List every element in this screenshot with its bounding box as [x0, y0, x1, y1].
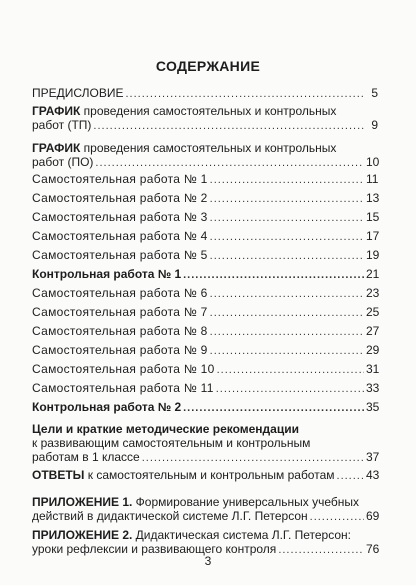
dot-leader: [210, 306, 364, 320]
dot-leader: [142, 451, 364, 465]
toc-entry-independent-10: [32, 362, 378, 377]
toc-page-number: 25: [366, 305, 380, 319]
toc-page-number: 10: [366, 155, 380, 169]
dot-leader: [210, 344, 364, 358]
toc-entry-independent-6: [32, 286, 378, 301]
toc-entry-appendix-2: [32, 528, 378, 557]
toc-entry-label: Самостоятельная работа № 5: [32, 248, 208, 262]
toc-entry-independent-8: [32, 324, 378, 339]
dot-leader: [93, 119, 364, 133]
dot-leader: [126, 87, 365, 101]
toc-page-number: 21: [366, 267, 380, 281]
toc-page-number: 37: [366, 450, 380, 464]
toc-entry-text: Формирование универсальных учебных: [132, 495, 360, 509]
toc-entry-independent-11: [32, 381, 378, 396]
toc-page-number: 33: [366, 381, 380, 395]
toc-entry-text: Дидактическая система Л.Г. Петерсон:: [132, 528, 351, 542]
toc-entry-schedule-po: [32, 141, 378, 170]
toc-entry-guidelines: [32, 422, 378, 465]
toc-entry-label: Самостоятельная работа № 10: [32, 362, 215, 376]
toc-entry-label: Самостоятельная работа № 2: [32, 191, 208, 205]
toc-entry-control-2: [32, 400, 378, 415]
toc-entry-text: проведения самостоятельных и контрольных: [80, 104, 337, 118]
toc-page-number: 9: [371, 118, 378, 132]
toc-entry-label: действий в дидактической системе Л.Г. Петерсон: [32, 509, 308, 523]
toc-entry-label: работ (ТП): [32, 118, 92, 132]
toc-page-number: 17: [366, 229, 380, 243]
toc-entry-independent-5: [32, 248, 378, 263]
toc-entry-preface: [32, 86, 378, 101]
toc-entry-label: Самостоятельная работа № 4: [32, 229, 208, 243]
toc-entry-text: проведения самостоятельных и контрольных: [80, 141, 337, 155]
toc-entry-label: Самостоятельная работа № 1: [32, 172, 208, 186]
toc-entry-label: Контрольная работа № 1: [32, 267, 182, 281]
toc-entry-label: работ (ПО): [32, 155, 94, 169]
toc-entry-label: работам в 1 классе: [32, 450, 140, 464]
toc-entry-text: к самостоятельным и контрольным работам: [84, 468, 335, 482]
dot-leader: [210, 173, 364, 187]
toc-page-number: 29: [366, 343, 380, 357]
toc-entry-label: Самостоятельная работа № 7: [32, 305, 208, 319]
toc-page-number: 43: [366, 468, 380, 482]
dot-leader: [210, 325, 364, 339]
toc-entry-heading: ОТВЕТЫ: [32, 468, 85, 482]
toc-entry-control-1: [32, 267, 378, 282]
toc-entry-independent-7: [32, 305, 378, 320]
dot-leader: [210, 249, 364, 263]
toc-page-number: 27: [366, 324, 380, 338]
toc-page-number: 19: [366, 248, 380, 262]
toc-entry-heading: ПРИЛОЖЕНИЕ 2.: [32, 528, 133, 542]
toc-entry-text: к развивающим самостоятельным и контрольным: [32, 436, 311, 450]
toc-entry-label: уроки рефлексии и развивающего контроля: [32, 542, 277, 556]
toc-page-number: 11: [366, 172, 379, 186]
toc-page-number: 23: [366, 286, 380, 300]
toc-entry-heading: Цели и краткие методические рекомендации: [32, 422, 299, 436]
toc-entry-independent-4: [32, 229, 378, 244]
toc-page-number: 69: [366, 509, 380, 523]
page-number-footer: 3: [204, 554, 212, 568]
dot-leader: [337, 469, 364, 483]
dot-leader: [183, 401, 364, 415]
toc-entry-label: Самостоятельная работа № 6: [32, 286, 208, 300]
toc-entry-heading: ПРИЛОЖЕНИЕ 1.: [32, 495, 133, 509]
dot-leader: [95, 156, 364, 170]
dot-leader: [217, 363, 364, 377]
toc-entry-appendix-1: [32, 495, 378, 524]
toc-entry-label: ПРЕДИСЛОВИЕ: [32, 86, 124, 100]
dot-leader: [210, 230, 364, 244]
toc-entry-heading: ГРАФИК: [32, 104, 81, 118]
toc-page-number: 31: [366, 362, 380, 376]
dot-leader: [216, 382, 364, 396]
toc-entry-independent-9: [32, 343, 378, 358]
dot-leader: [183, 268, 364, 282]
toc-entry-answers: [32, 468, 378, 483]
toc-entry-label: Самостоятельная работа № 8: [32, 324, 208, 338]
dot-leader: [210, 287, 364, 301]
toc-entry-schedule-tp: [32, 104, 378, 133]
toc-entry-label: Самостоятельная работа № 11: [32, 381, 214, 395]
dot-leader: [310, 510, 364, 524]
toc-page-number: 13: [366, 191, 380, 205]
dot-leader: [210, 192, 364, 206]
toc-entry-label: Контрольная работа № 2: [32, 400, 182, 414]
toc-page-number: 35: [366, 400, 380, 414]
toc-page-number: 15: [366, 210, 380, 224]
toc-entry-label: Самостоятельная работа № 9: [32, 343, 208, 357]
page-title: СОДЕРЖАНИЕ: [155, 58, 261, 74]
toc-entry-independent-1: [32, 172, 378, 187]
toc-entry-heading: ГРАФИК: [32, 141, 81, 155]
toc-page-number: 76: [366, 542, 380, 556]
toc-entry-label: Самостоятельная работа № 3: [32, 210, 208, 224]
toc-entry-independent-2: [32, 191, 378, 206]
dot-leader: [210, 211, 364, 225]
toc-entry-independent-3: [32, 210, 378, 225]
toc-page-number: 5: [371, 86, 378, 100]
